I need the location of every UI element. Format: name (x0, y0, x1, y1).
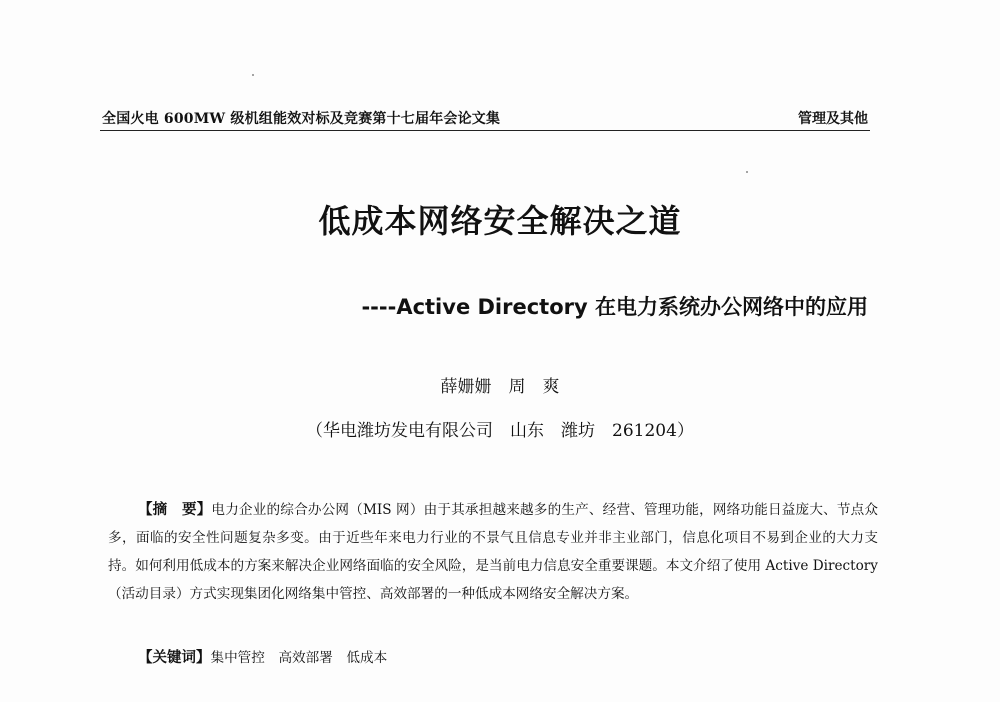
paper-subtitle: ----Active Directory 在电力系统办公网络中的应用 (361, 295, 868, 319)
abstract-paragraph (108, 496, 878, 608)
proceedings-title: 全国火电 600MW 级机组能效对标及竞赛第十七届年会论文集 (102, 111, 501, 127)
section-name: 管理及其他 (798, 111, 868, 127)
author-list: 薛姗姗 周 爽 (440, 377, 560, 397)
running-header (100, 108, 870, 131)
abstract-label: 【摘 要】 (138, 502, 212, 518)
keywords-text: 集中管控 高效部署 低成本 (210, 650, 388, 666)
keywords-line (138, 646, 387, 667)
paper-title: 低成本网络安全解决之道 (318, 202, 682, 240)
scan-speck (252, 74, 254, 76)
scan-speck (746, 171, 748, 173)
keywords-label: 【关键词】 (138, 650, 211, 666)
author-affiliation: （华电潍坊发电有限公司 山东 潍坊 261204） (306, 421, 694, 441)
abstract-text: 电力企业的综合办公网（MIS 网）由于其承担越来越多的生产、经营、管理功能，网络功能日益庞大、节点众多，面临的安全性问题复杂多变。由于近些年来电力行业的不景气且信息专业并非主业部门，信息化项目不易到企业的大力支持。如何利用低成本的方案来解决企业网络面临的安全风险，是当前电力信息安全重要课题。本文介绍了使用 Active Directory（活动目录）方式实现集团化网络集中管控、高效部署的一种低成本网络安全解决方案。 (108, 502, 879, 602)
